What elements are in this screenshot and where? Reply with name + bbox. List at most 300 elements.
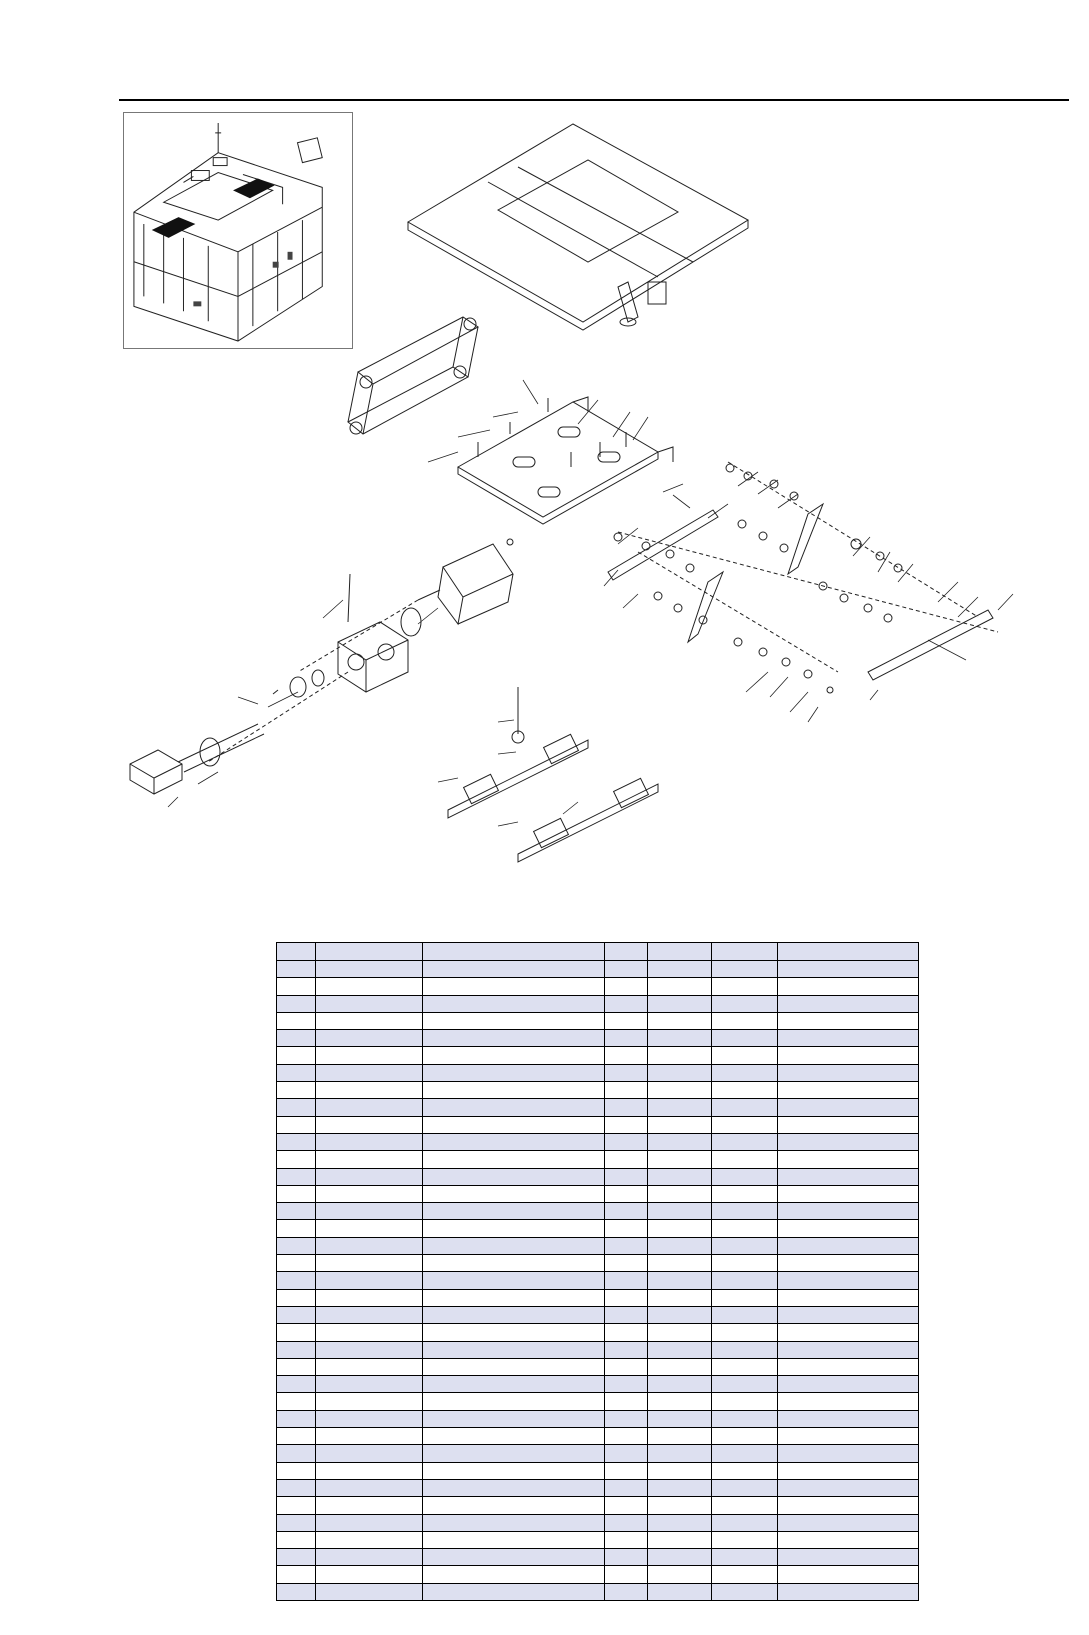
table-cell [316,1306,423,1323]
table-cell [778,1462,919,1479]
table-cell [423,1185,605,1202]
table-cell [423,1099,605,1116]
table-cell [648,1082,712,1099]
table-cell [778,1479,919,1496]
table-cell [423,1203,605,1220]
table-cell [778,1549,919,1566]
table-cell [423,1479,605,1496]
table-cell [277,1324,316,1341]
table-row [277,1255,919,1272]
table-cell [316,1272,423,1289]
table-cell [605,978,648,995]
link-frame [358,317,478,384]
col-header-3 [423,943,605,961]
table-cell [605,1220,648,1237]
table-cell [712,1220,778,1237]
ball-screw [178,724,264,772]
table-row [277,1428,919,1445]
table-row [277,1116,919,1133]
table-cell [423,1082,605,1099]
table-cell [778,1255,919,1272]
table-row [277,1462,919,1479]
table-cell [778,1047,919,1064]
table-cell [605,1289,648,1306]
table-cell [423,1151,605,1168]
table-cell [277,1410,316,1427]
table-cell [712,1358,778,1375]
table-cell [423,995,605,1012]
table-row [277,1082,919,1099]
table-cell [423,1514,605,1531]
table-cell [277,1428,316,1445]
table-cell [605,1168,648,1185]
table-cell [423,1012,605,1029]
table-cell [648,1358,712,1375]
table-cell [423,1220,605,1237]
table-row [277,1583,919,1600]
table-cell [277,1237,316,1254]
table-row [277,1237,919,1254]
table-cell [605,1462,648,1479]
table-cell [605,1514,648,1531]
table-cell [316,1514,423,1531]
table-cell [778,1203,919,1220]
table-cell [605,1324,648,1341]
table-cell [778,1497,919,1514]
table-cell [648,1566,712,1583]
table-cell [277,961,316,978]
table-cell [712,1255,778,1272]
table-row [277,1203,919,1220]
table-cell [712,1237,778,1254]
exploded-parts-drawing [118,112,1078,912]
table-cell [277,1133,316,1150]
table-cell [648,1445,712,1462]
table-cell [423,1030,605,1047]
table-cell [778,1428,919,1445]
table-cell [648,1151,712,1168]
table-cell [648,1133,712,1150]
table-row [277,1531,919,1548]
table-cell [277,1220,316,1237]
top-base-plate [408,124,748,322]
table-cell [277,1497,316,1514]
table-cell [778,1151,919,1168]
link-bar-left [608,510,718,580]
col-header-2 [316,943,423,961]
table-cell [316,1428,423,1445]
table-cell [712,1272,778,1289]
table-cell [712,1012,778,1029]
table-cell [423,961,605,978]
table-cell [605,1047,648,1064]
table-cell [778,1306,919,1323]
table-cell [778,1410,919,1427]
table-cell [648,1410,712,1427]
table-cell [277,1479,316,1496]
table-cell [648,1220,712,1237]
table-cell [712,1047,778,1064]
end-support-block [130,750,182,794]
table-cell [423,1358,605,1375]
table-cell [712,1479,778,1496]
linear-rail-lower [518,784,658,862]
table-cell [423,1549,605,1566]
table-cell [712,1082,778,1099]
table-cell [648,1203,712,1220]
table-cell [423,1497,605,1514]
table-cell [778,1116,919,1133]
table-cell [778,1099,919,1116]
table-cell [423,1341,605,1358]
table-cell [605,1549,648,1566]
table-cell [778,1514,919,1531]
table-cell [648,1497,712,1514]
table-cell [648,1583,712,1600]
table-cell [316,1549,423,1566]
table-row [277,1306,919,1323]
table-cell [316,1047,423,1064]
table-cell [712,1064,778,1081]
table-cell [605,1566,648,1583]
table-cell [605,1082,648,1099]
table-cell [778,995,919,1012]
table-cell [712,1410,778,1427]
table-cell [648,1376,712,1393]
table-cell [605,1479,648,1496]
table-cell [605,1012,648,1029]
table-cell [648,1324,712,1341]
table-cell [277,978,316,995]
table-cell [277,1289,316,1306]
table-row [277,1479,919,1496]
table-row [277,1289,919,1306]
table-cell [648,1289,712,1306]
table-cell [648,1306,712,1323]
table-row [277,978,919,995]
table-cell [778,1324,919,1341]
table-cell [778,961,919,978]
table-cell [712,1531,778,1548]
servo-motor [443,544,513,597]
table-cell [648,1099,712,1116]
table-cell [316,1151,423,1168]
table-cell [712,961,778,978]
table-cell [778,1272,919,1289]
linear-rail-upper [448,740,588,818]
table-cell [712,1583,778,1600]
table-cell [316,978,423,995]
table-row [277,1445,919,1462]
table-cell [712,1306,778,1323]
table-cell [648,1428,712,1445]
table-cell [316,1410,423,1427]
table-cell [316,1445,423,1462]
table-row [277,995,919,1012]
table-row [277,1047,919,1064]
table-row [277,1012,919,1029]
table-cell [423,1047,605,1064]
table-cell [277,1151,316,1168]
table-cell [712,1151,778,1168]
table-cell [778,1376,919,1393]
col-header-4 [605,943,648,961]
table-cell [316,1566,423,1583]
table-cell [316,1376,423,1393]
table-cell [316,1531,423,1548]
table-cell [605,961,648,978]
table-cell [277,1082,316,1099]
table-cell [605,1497,648,1514]
table-row [277,1099,919,1116]
table-cell [778,1289,919,1306]
table-row [277,1133,919,1150]
table-cell [277,1341,316,1358]
table-cell [277,1047,316,1064]
table-cell [778,1445,919,1462]
table-row [277,1168,919,1185]
table-cell [778,1220,919,1237]
table-cell [316,1185,423,1202]
table-cell [605,1237,648,1254]
table-cell [423,1410,605,1427]
table-cell [277,1185,316,1202]
table-row [277,1514,919,1531]
table-cell [712,1116,778,1133]
table-cell [648,1255,712,1272]
table-cell [778,1393,919,1410]
table-cell [423,1168,605,1185]
table-cell [316,1082,423,1099]
table-cell [423,1133,605,1150]
table-cell [605,1445,648,1462]
table-cell [605,1203,648,1220]
table-cell [423,1306,605,1323]
table-cell [277,1064,316,1081]
table-cell [712,1133,778,1150]
table-cell [316,961,423,978]
table-cell [712,1428,778,1445]
table-cell [605,1393,648,1410]
table-cell [712,978,778,995]
table-cell [316,1220,423,1237]
table-cell [423,1445,605,1462]
table-cell [648,1393,712,1410]
table-cell [277,1445,316,1462]
table-cell [712,1549,778,1566]
table-cell [423,1376,605,1393]
table-cell [778,1082,919,1099]
table-cell [605,1151,648,1168]
table-row [277,1030,919,1047]
table-cell [778,1358,919,1375]
table-cell [712,1514,778,1531]
table-cell [423,1289,605,1306]
table-cell [778,1531,919,1548]
table-cell [712,1376,778,1393]
table-cell [277,1116,316,1133]
table-cell [423,1566,605,1583]
table-cell [316,1099,423,1116]
table-cell [712,1462,778,1479]
table-cell [778,1341,919,1358]
table-cell [605,1099,648,1116]
table-cell [277,1030,316,1047]
page-header-rule [119,99,1069,101]
table-cell [316,1133,423,1150]
table-cell [423,1324,605,1341]
table-cell [316,1358,423,1375]
table-cell [712,1497,778,1514]
table-cell [277,1583,316,1600]
table-cell [778,978,919,995]
table-cell [712,1341,778,1358]
table-cell [423,978,605,995]
table-cell [605,1428,648,1445]
table-cell [648,1531,712,1548]
table-cell [277,1099,316,1116]
table-cell [605,1272,648,1289]
table-cell [648,1479,712,1496]
table-cell [605,1358,648,1375]
table-cell [316,1289,423,1306]
table-cell [648,1341,712,1358]
parts-table-body [277,961,919,1601]
table-row [277,1497,919,1514]
table-row [277,1064,919,1081]
table-cell [277,1531,316,1548]
table-cell [423,1462,605,1479]
table-cell [423,1531,605,1548]
washer-set [614,464,902,693]
table-cell [316,1341,423,1358]
table-cell [605,1376,648,1393]
table-cell [712,1030,778,1047]
table-cell [712,1445,778,1462]
table-cell [423,1064,605,1081]
col-header-7 [778,943,919,961]
table-cell [648,1116,712,1133]
table-row [277,1566,919,1583]
table-cell [648,995,712,1012]
callout-leaders [168,380,1013,826]
link-bar-right [868,610,993,680]
table-row [277,1272,919,1289]
table-cell [316,1255,423,1272]
table-cell [648,1514,712,1531]
table-cell [277,1203,316,1220]
table-cell [712,1185,778,1202]
table-cell [778,1185,919,1202]
table-cell [316,1168,423,1185]
table-cell [712,1203,778,1220]
table-cell [316,1116,423,1133]
table-cell [423,1583,605,1600]
table-cell [316,1497,423,1514]
table-cell [778,1012,919,1029]
table-row [277,1185,919,1202]
table-cell [778,1030,919,1047]
table-cell [712,1566,778,1583]
table-cell [277,1514,316,1531]
table-cell [316,1324,423,1341]
table-cell [778,1237,919,1254]
table-cell [605,1064,648,1081]
table-cell [316,1030,423,1047]
table-cell [423,1116,605,1133]
table-row [277,1393,919,1410]
table-cell [648,1012,712,1029]
table-cell [648,1462,712,1479]
table-cell [712,1324,778,1341]
table-cell [605,1133,648,1150]
table-cell [277,1358,316,1375]
col-header-6 [712,943,778,961]
table-cell [648,1272,712,1289]
table-cell [605,1030,648,1047]
table-cell [316,1064,423,1081]
table-cell [648,961,712,978]
table-cell [277,1549,316,1566]
table-row [277,1358,919,1375]
table-cell [423,1237,605,1254]
table-cell [605,1185,648,1202]
table-cell [277,1012,316,1029]
table-cell [423,1393,605,1410]
parts-list-table [276,942,918,1601]
table-cell [648,1549,712,1566]
table-row [277,1376,919,1393]
table-cell [712,995,778,1012]
table-cell [778,1583,919,1600]
table-cell [605,1116,648,1133]
table-cell [648,1064,712,1081]
table-cell [277,995,316,1012]
table-cell [648,1185,712,1202]
table-cell [605,1583,648,1600]
table-cell [277,1566,316,1583]
table-row [277,1220,919,1237]
table-cell [277,1462,316,1479]
exploded-parts-view [118,112,1078,912]
table-cell [648,978,712,995]
table-row [277,961,919,978]
table-cell [277,1376,316,1393]
carriage-plate [458,402,658,517]
table-cell [316,995,423,1012]
table-cell [648,1237,712,1254]
table-cell [277,1306,316,1323]
table-cell [316,1583,423,1600]
table-row [277,1341,919,1358]
link-arm-b [788,504,823,574]
table-cell [316,1237,423,1254]
table-cell [316,1012,423,1029]
table-cell [648,1030,712,1047]
table-cell [277,1255,316,1272]
table-cell [778,1566,919,1583]
table-cell [605,1306,648,1323]
table-cell [712,1099,778,1116]
table-cell [605,1341,648,1358]
table-cell [316,1462,423,1479]
col-header-1 [277,943,316,961]
table-cell [778,1133,919,1150]
table-cell [712,1168,778,1185]
table-cell [423,1428,605,1445]
table-cell [605,1255,648,1272]
parts-table-header-row [277,943,919,961]
